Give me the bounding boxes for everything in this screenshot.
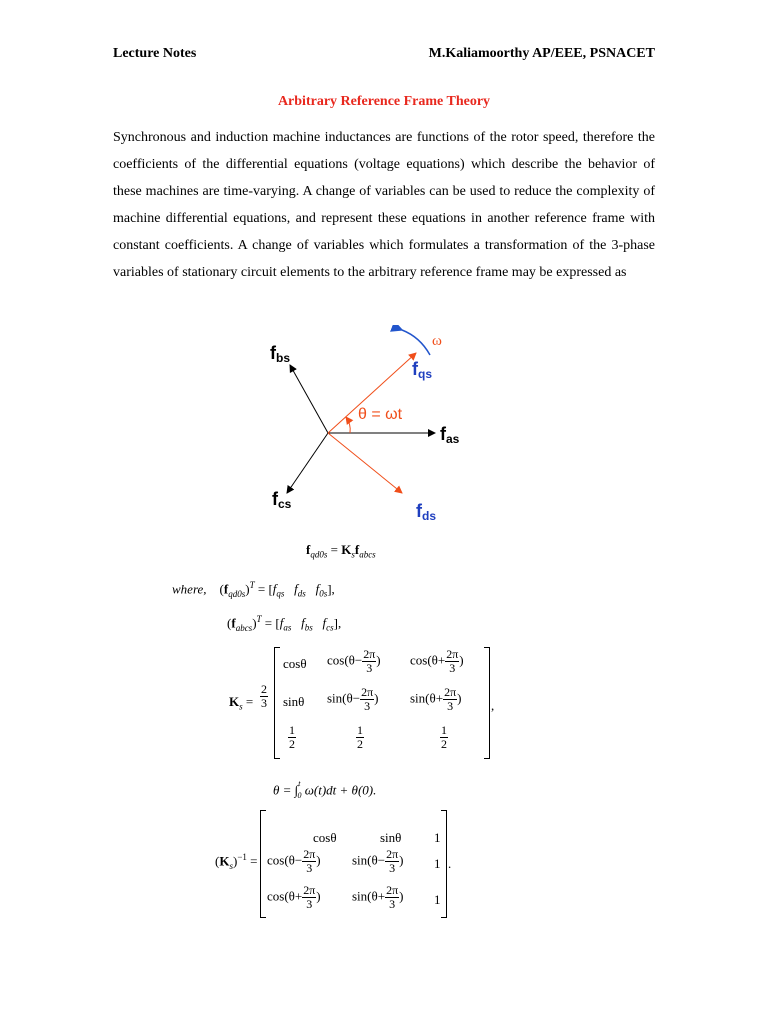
omega-arc [402, 330, 430, 355]
section-title: Arbitrary Reference Frame Theory [277, 94, 491, 109]
header-right: M.Kaliamoorthy AP/EEE, PSNACET [428, 46, 655, 61]
header-left: Lecture Notes [113, 46, 197, 61]
body-paragraph: Synchronous and induction machine inductances are functions of the rotor speed, therefore the coefficients of the differential equations (voltage equations) which describe the behavior of these machines are time-varying. A change of variables can be used to reduce the complexity of machine differential equations, and represent these equations in another reference frame with constant coefficients. A change of variables which formulates a transformation of the 3-phase variables of stationary circuit elements to the arbitrary reference frame may be expressed as [113, 130, 655, 280]
fbs-axis [290, 365, 328, 433]
reference-frame-diagram [250, 325, 480, 525]
theta-arc [346, 417, 350, 433]
label-fas: fas [440, 424, 460, 446]
equation-abc-vector: $(f_{abcs})^T = [f_{as}$ $f_{bs}$ $f_{cs}$], [227, 614, 342, 633]
equation-qd0-vector: where, $(f_{qd0s})^T = [f_{qs}$ $f_{ds}$ $f_{0s}$], [172, 580, 335, 599]
label-omega: ω [432, 333, 442, 349]
label-fds: fds [416, 501, 437, 523]
label-fqs: fqs [412, 359, 433, 381]
label-fbs: fbs [270, 343, 291, 365]
equation-transform: $f_{qd0s} = K_sf_{abcs}$ [306, 542, 376, 560]
theta-definition: θ = ∫$^t_0$ ω(t)dt + θ(0). [273, 779, 377, 800]
where-label: where, [172, 581, 207, 597]
fcs-axis [287, 433, 328, 493]
fds-axis [328, 433, 402, 493]
label-theta: θ = ωt [358, 406, 403, 423]
label-fcs: fcs [272, 489, 292, 511]
